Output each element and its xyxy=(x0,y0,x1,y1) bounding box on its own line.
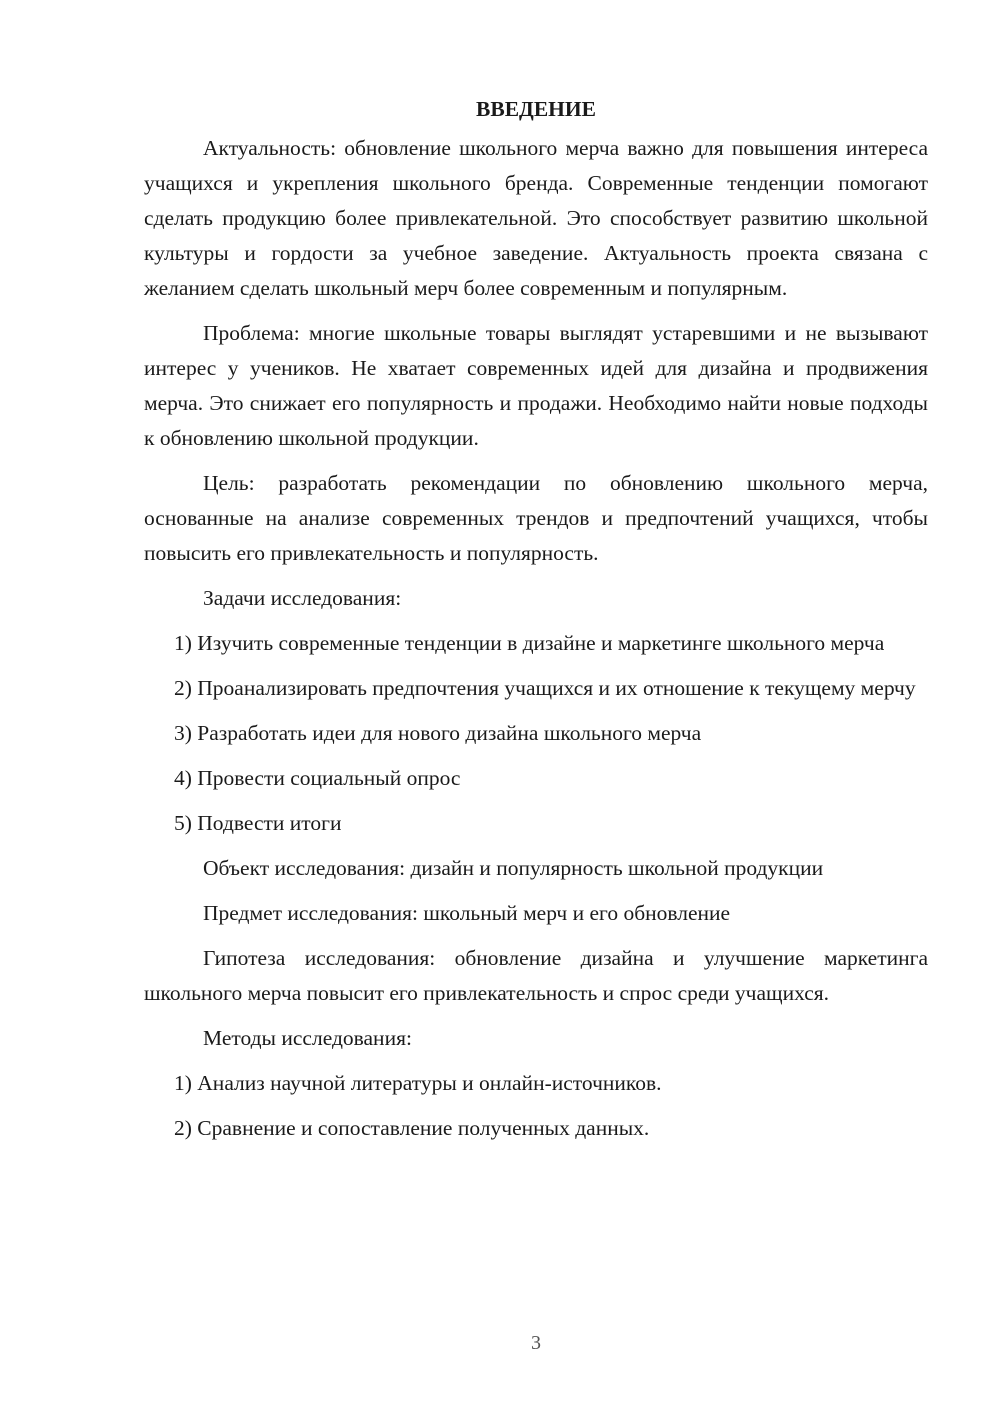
subject-paragraph: Предмет исследования: школьный мерч и его обновление xyxy=(203,901,731,925)
document-page xyxy=(144,92,928,1156)
object-paragraph: Объект исследования: дизайн и популярность школьной продукции xyxy=(203,856,824,880)
hypothesis-paragraph: Гипотеза исследования: обновление дизайна и улучшение маркетинга школьного мерча повысит его привлекательность и спрос среди учащихся. xyxy=(144,946,928,1005)
task-item-1: 1) Изучить современные тенденции в дизайне и маркетинге школьного мерча xyxy=(174,631,885,655)
tasks-heading: Задачи исследования: xyxy=(203,586,402,610)
task-item-4: 4) Провести социальный опрос xyxy=(174,766,461,790)
relevance-paragraph: Актуальность: обновление школьного мерча важно для повышения интереса учащихся и укрепления школьного бренда. Современные тенденции помогают сделать продукцию более привлекательной. Это способствует развитию школьной культуры и гордости за учебное заведение. Актуальность проекта связана с желанием сделать школьный мерч более современным и популярным. xyxy=(144,136,928,300)
task-item-5: 5) Подвести итоги xyxy=(174,811,342,835)
task-item-3: 3) Разработать идеи для нового дизайна школьного мерча xyxy=(174,721,702,745)
method-item-1: 1) Анализ научной литературы и онлайн-источников. xyxy=(174,1071,662,1095)
problem-paragraph: Проблема: многие школьные товары выглядят устаревшими и не вызывают интерес у учеников. Не хватает современных идей для дизайна и продвижения мерча. Это снижает его популярность и продажи. Необходимо найти новые подходы к обновлению школьной продукции. xyxy=(144,321,928,450)
method-item-2: 2) Сравнение и сопоставление полученных данных. xyxy=(174,1116,650,1140)
page-number: 3 xyxy=(531,1332,541,1354)
goal-paragraph: Цель: разработать рекомендации по обновлению школьного мерча, основанные на анализе современных трендов и предпочтений учащихся, чтобы повысить его привлекательность и популярность. xyxy=(144,471,928,565)
section-heading: ВВЕДЕНИЕ xyxy=(476,97,596,121)
methods-heading: Методы исследования: xyxy=(203,1026,412,1050)
task-item-2: 2) Проанализировать предпочтения учащихся и их отношение к текущему мерчу xyxy=(174,676,916,700)
